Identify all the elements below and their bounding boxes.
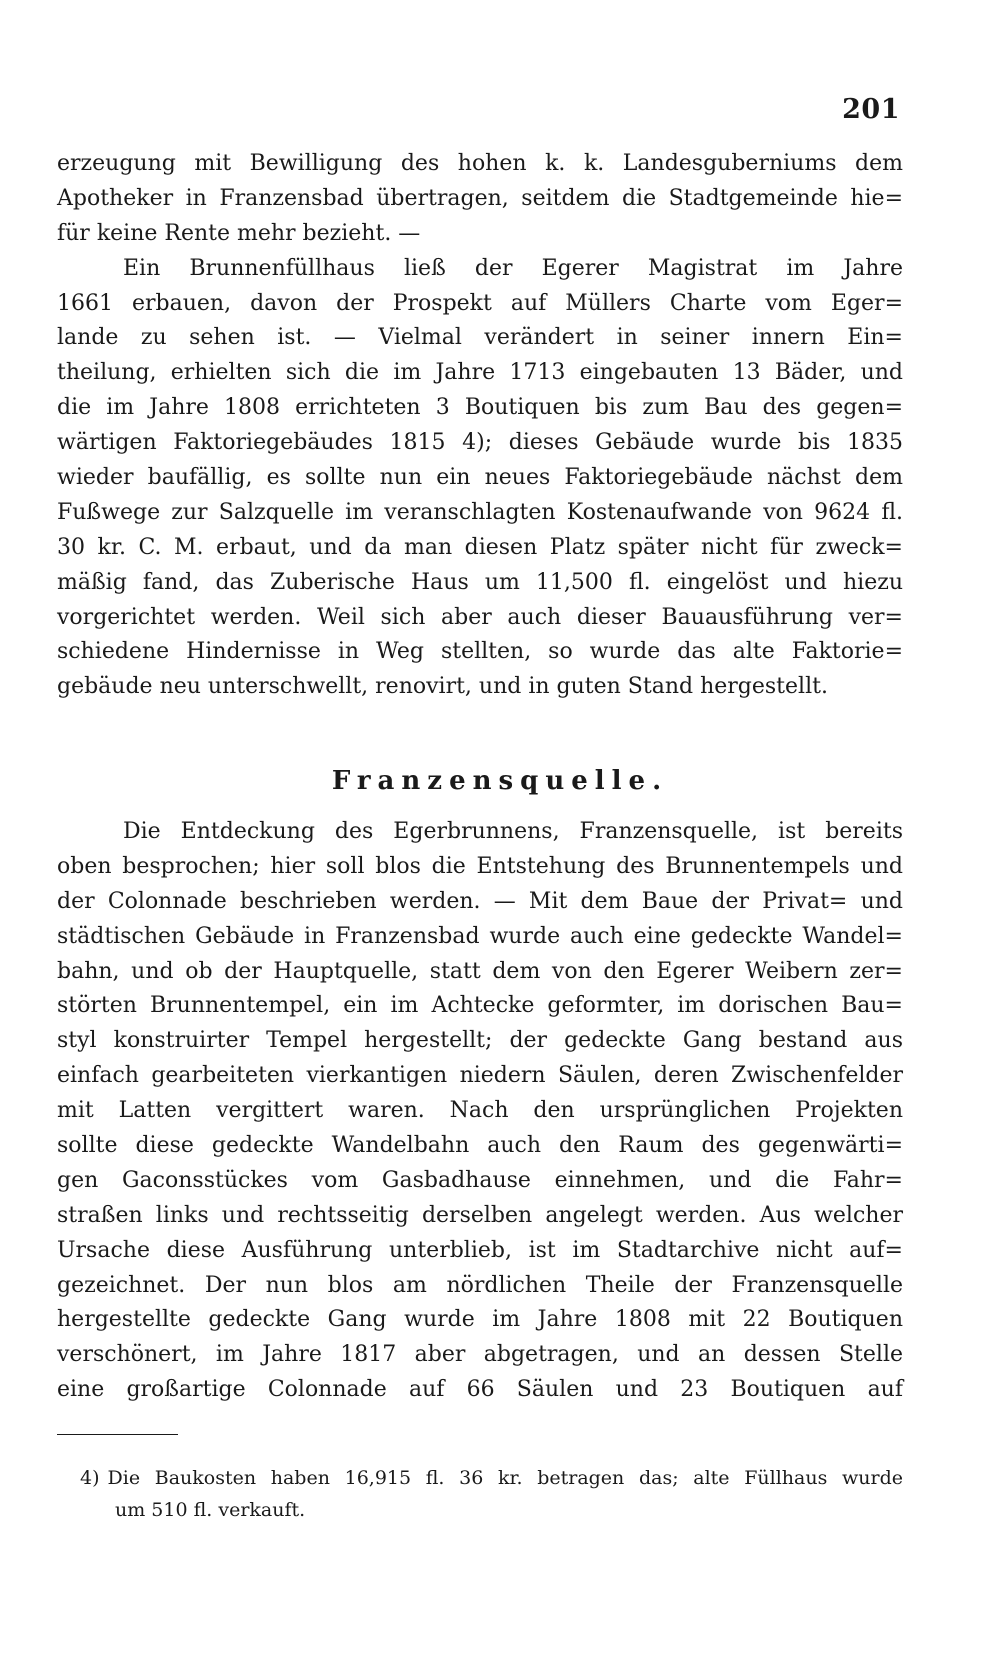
- text-line: für keine Rente mehr bezieht. —: [57, 220, 421, 246]
- text-line: sollte diese gedeckte Wandelbahn auch den Raum des gegenwärti=: [57, 1133, 903, 1159]
- text-line: schiedene Hindernisse in Weg stellten, so wurde das alte Faktorie=: [57, 639, 903, 665]
- text-line: vorgerichtet werden. Weil sich aber auch dieser Bauausführung ver=: [57, 604, 903, 630]
- text-line: bahn, und ob der Hauptquelle, statt dem von den Egerer Weibern zer=: [57, 958, 903, 984]
- lower-text-block: [57, 815, 903, 1408]
- footnote-line: [80, 1462, 903, 1494]
- text-line: styl konstruirter Tempel hergestellt; der gedeckte Gang bestand aus: [57, 1028, 903, 1054]
- text-line: Ein Brunnenfüllhaus ließ der Egerer Magistrat im Jahre: [123, 255, 903, 281]
- text-line: theilung, erhielten sich die im Jahre 1713 eingebauten 13 Bäder, und: [57, 360, 903, 386]
- text-line: mit Latten vergittert waren. Nach den ursprünglichen Projekten: [57, 1098, 903, 1124]
- upper-text-block: [57, 147, 903, 705]
- text-line: lande zu sehen ist. — Vielmal verändert in seiner innern Ein=: [57, 325, 903, 351]
- text-line: 1661 erbauen, davon der Prospekt auf Müllers Charte vom Eger=: [57, 290, 903, 316]
- text-line: Apotheker in Franzensbad übertragen, seitdem die Stadtgemeinde hie=: [57, 185, 903, 211]
- text-line: straßen links und rechtsseitig derselben angelegt werden. Aus welcher: [57, 1202, 903, 1228]
- section-heading: Franzensquelle.: [331, 766, 669, 796]
- text-line: 30 kr. C. M. erbaut, und da man diesen Platz später nicht für zweck=: [57, 534, 903, 560]
- text-line: eine großartige Colonnade auf 66 Säulen und 23 Boutiquen auf: [57, 1377, 903, 1403]
- text-line: oben besprochen; hier soll blos die Entstehung des Brunnentempels und: [57, 853, 903, 879]
- text-line: mäßig fand, das Zuberische Haus um 11,500 fl. eingelöst und hiezu: [57, 569, 903, 595]
- text-line: verschönert, im Jahre 1817 aber abgetragen, und an dessen Stelle: [57, 1342, 903, 1368]
- text-line: hergestellte gedeckte Gang wurde im Jahre 1808 mit 22 Boutiquen: [57, 1307, 903, 1333]
- text-line: einfach gearbeiteten vierkantigen niedern Säulen, deren Zwischenfelder: [57, 1063, 903, 1089]
- text-line: städtischen Gebäude in Franzensbad wurde auch eine gedeckte Wandel=: [57, 923, 903, 949]
- text-line: gebäude neu unterschwellt, renovirt, und in guten Stand hergestellt.: [57, 674, 828, 700]
- footnote: [80, 1462, 903, 1526]
- text-line: der Colonnade beschrieben werden. — Mit dem Baue der Privat= und: [57, 888, 903, 914]
- footnote-marker: 4): [80, 1467, 100, 1489]
- text-line: gezeichnet. Der nun blos am nördlichen Theile der Franzensquelle: [57, 1272, 903, 1298]
- text-line: störten Brunnentempel, ein im Achtecke geformter, im dorischen Bau=: [57, 993, 903, 1019]
- text-line: wärtigen Faktoriegebäudes 1815 4); dieses Gebäude wurde bis 1835: [57, 430, 903, 456]
- text-line: Fußwege zur Salzquelle im veranschlagten Kostenaufwande von 9624 fl.: [57, 499, 903, 525]
- footnote-text: Die Baukosten haben 16,915 fl. 36 kr. betragen das; alte Füllhaus wurde: [107, 1467, 903, 1489]
- text-line: gen Gaconsstückes vom Gasbadhause einnehmen, und die Fahr=: [57, 1167, 903, 1193]
- text-line: die im Jahre 1808 errichteten 3 Boutiquen bis zum Bau des gegen=: [57, 395, 903, 421]
- footnote-rule: [57, 1434, 178, 1435]
- page-number: 201: [842, 94, 900, 125]
- text-line: erzeugung mit Bewilligung des hohen k. k. Landesguberniums dem: [57, 151, 903, 176]
- text-line: Die Entdeckung des Egerbrunnens, Franzensquelle, ist bereits: [123, 819, 903, 844]
- text-line: wieder baufällig, es sollte nun ein neues Faktoriegebäude nächst dem: [57, 465, 903, 491]
- text-line: Ursache diese Ausführung unterblieb, ist im Stadtarchive nicht auf=: [57, 1237, 903, 1263]
- footnote-line: um 510 fl. verkauft.: [115, 1499, 306, 1521]
